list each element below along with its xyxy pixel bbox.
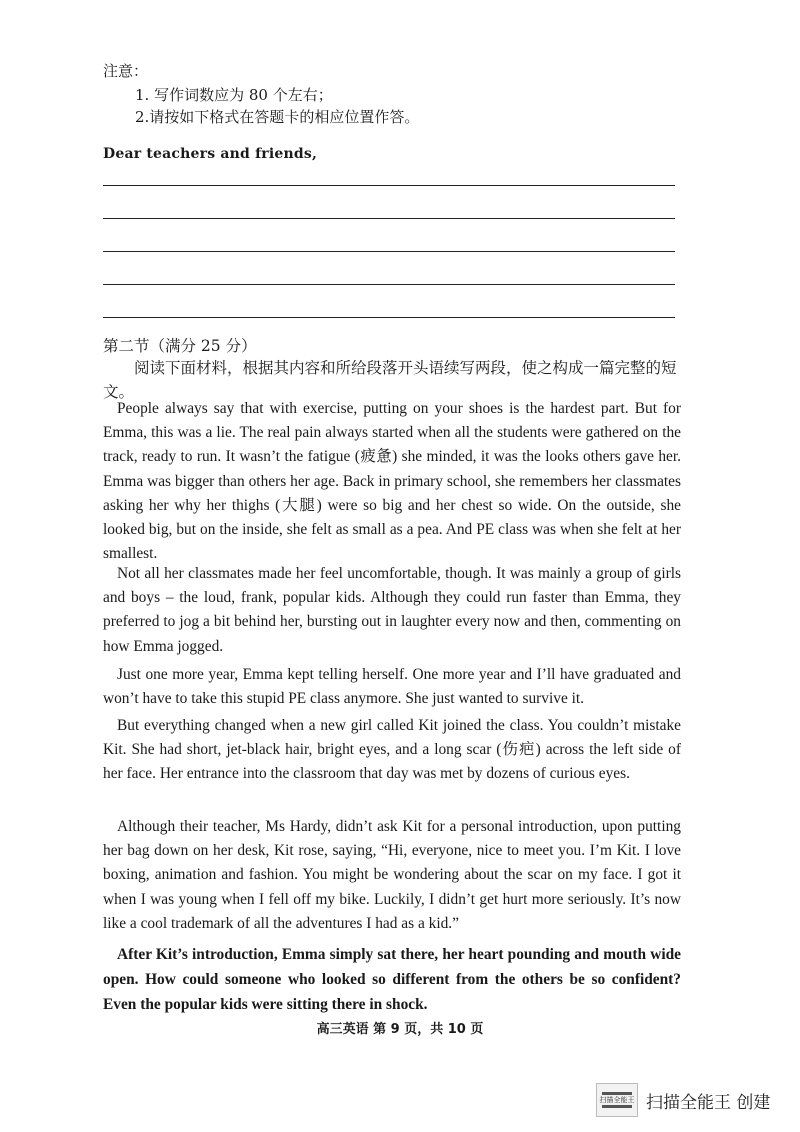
- notes-title: 注意：: [103, 62, 149, 80]
- letter-salutation: Dear teachers and friends,: [103, 146, 318, 162]
- story-paragraph: People always say that with exercise, putting on your shoes is the hardest part. But for Emma, this was a lie. The real pain always started when all the students were gathered on the track, ready to run. It wasn’t the fatigue (疲惫) she minded, it was the looks others gave her. Emma was bigger than others her age. Back in primary school, she remembers her classmates asking her why her thighs (大腿) were so big and her chest so wide. On the outside, she looked big, but on the inside, she felt as small as a pea. And PE class was when she felt at her smallest.: [103, 400, 681, 563]
- note-item: 2.请按如下格式在答题卡的相应位置作答。: [135, 108, 420, 126]
- scanner-watermark: [596, 1083, 770, 1117]
- watermark-text: 扫描全能王 创建: [646, 1092, 771, 1113]
- section-instruction: 阅读下面材料，根据其内容和所给段落开头语续写两段，使之构成一篇完整的短文。: [103, 359, 677, 401]
- scanner-logo-icon: [596, 1083, 638, 1117]
- page-footer: 高三英语 第 9 页，共 10 页: [316, 1022, 484, 1037]
- answer-line: [103, 185, 675, 186]
- section-title: 第二节（满分 25 分）: [103, 337, 257, 355]
- note-item: 1. 写作词数应为 80 个左右；: [135, 86, 333, 104]
- answer-line: [103, 218, 675, 219]
- story-paragraph: Not all her classmates made her feel uncomfortable, though. It was mainly a group of girls and boys – the loud, frank, popular kids. Although they could run faster than Emma, they preferred to jog a bit behind her, bursting out in laughter every now and then, commenting on how Emma jogged.: [103, 565, 681, 655]
- story-paragraph: Just one more year, Emma kept telling herself. One more year and I’ll have graduated and won’t have to take this stupid PE class anymore. She just wanted to survive it.: [103, 666, 681, 708]
- story-paragraph: Although their teacher, Ms Hardy, didn’t ask Kit for a personal introduction, upon putting her bag down on her desk, Kit rose, saying, “Hi, everyone, nice to meet you. I’m Kit. I love boxing, animation and fashion. You might be wondering about the scar on my face. I got it when I was young when I fell off my bike. Luckily, I didn’t get hurt more seriously. It’s now like a cool trademark of all the adventures I had as a kid.”: [103, 818, 681, 932]
- story-paragraph: But everything changed when a new girl called Kit joined the class. You couldn’t mistake Kit. She had short, jet-black hair, bright eyes, and a long scar (伤疤) across the left side of her face. Her entrance into the classroom that day was met by dozens of curious eyes.: [103, 717, 681, 783]
- answer-line: [103, 251, 675, 252]
- scanner-logo-text: 扫描全能王: [599, 1096, 635, 1104]
- answer-line: [103, 284, 675, 285]
- story-paragraph: After Kit’s introduction, Emma simply sat there, her heart pounding and mouth wide open. How could someone who looked so different from the others be so confident? Even the popular kids were sitting there in shock.: [103, 946, 681, 1013]
- answer-line: [103, 317, 675, 318]
